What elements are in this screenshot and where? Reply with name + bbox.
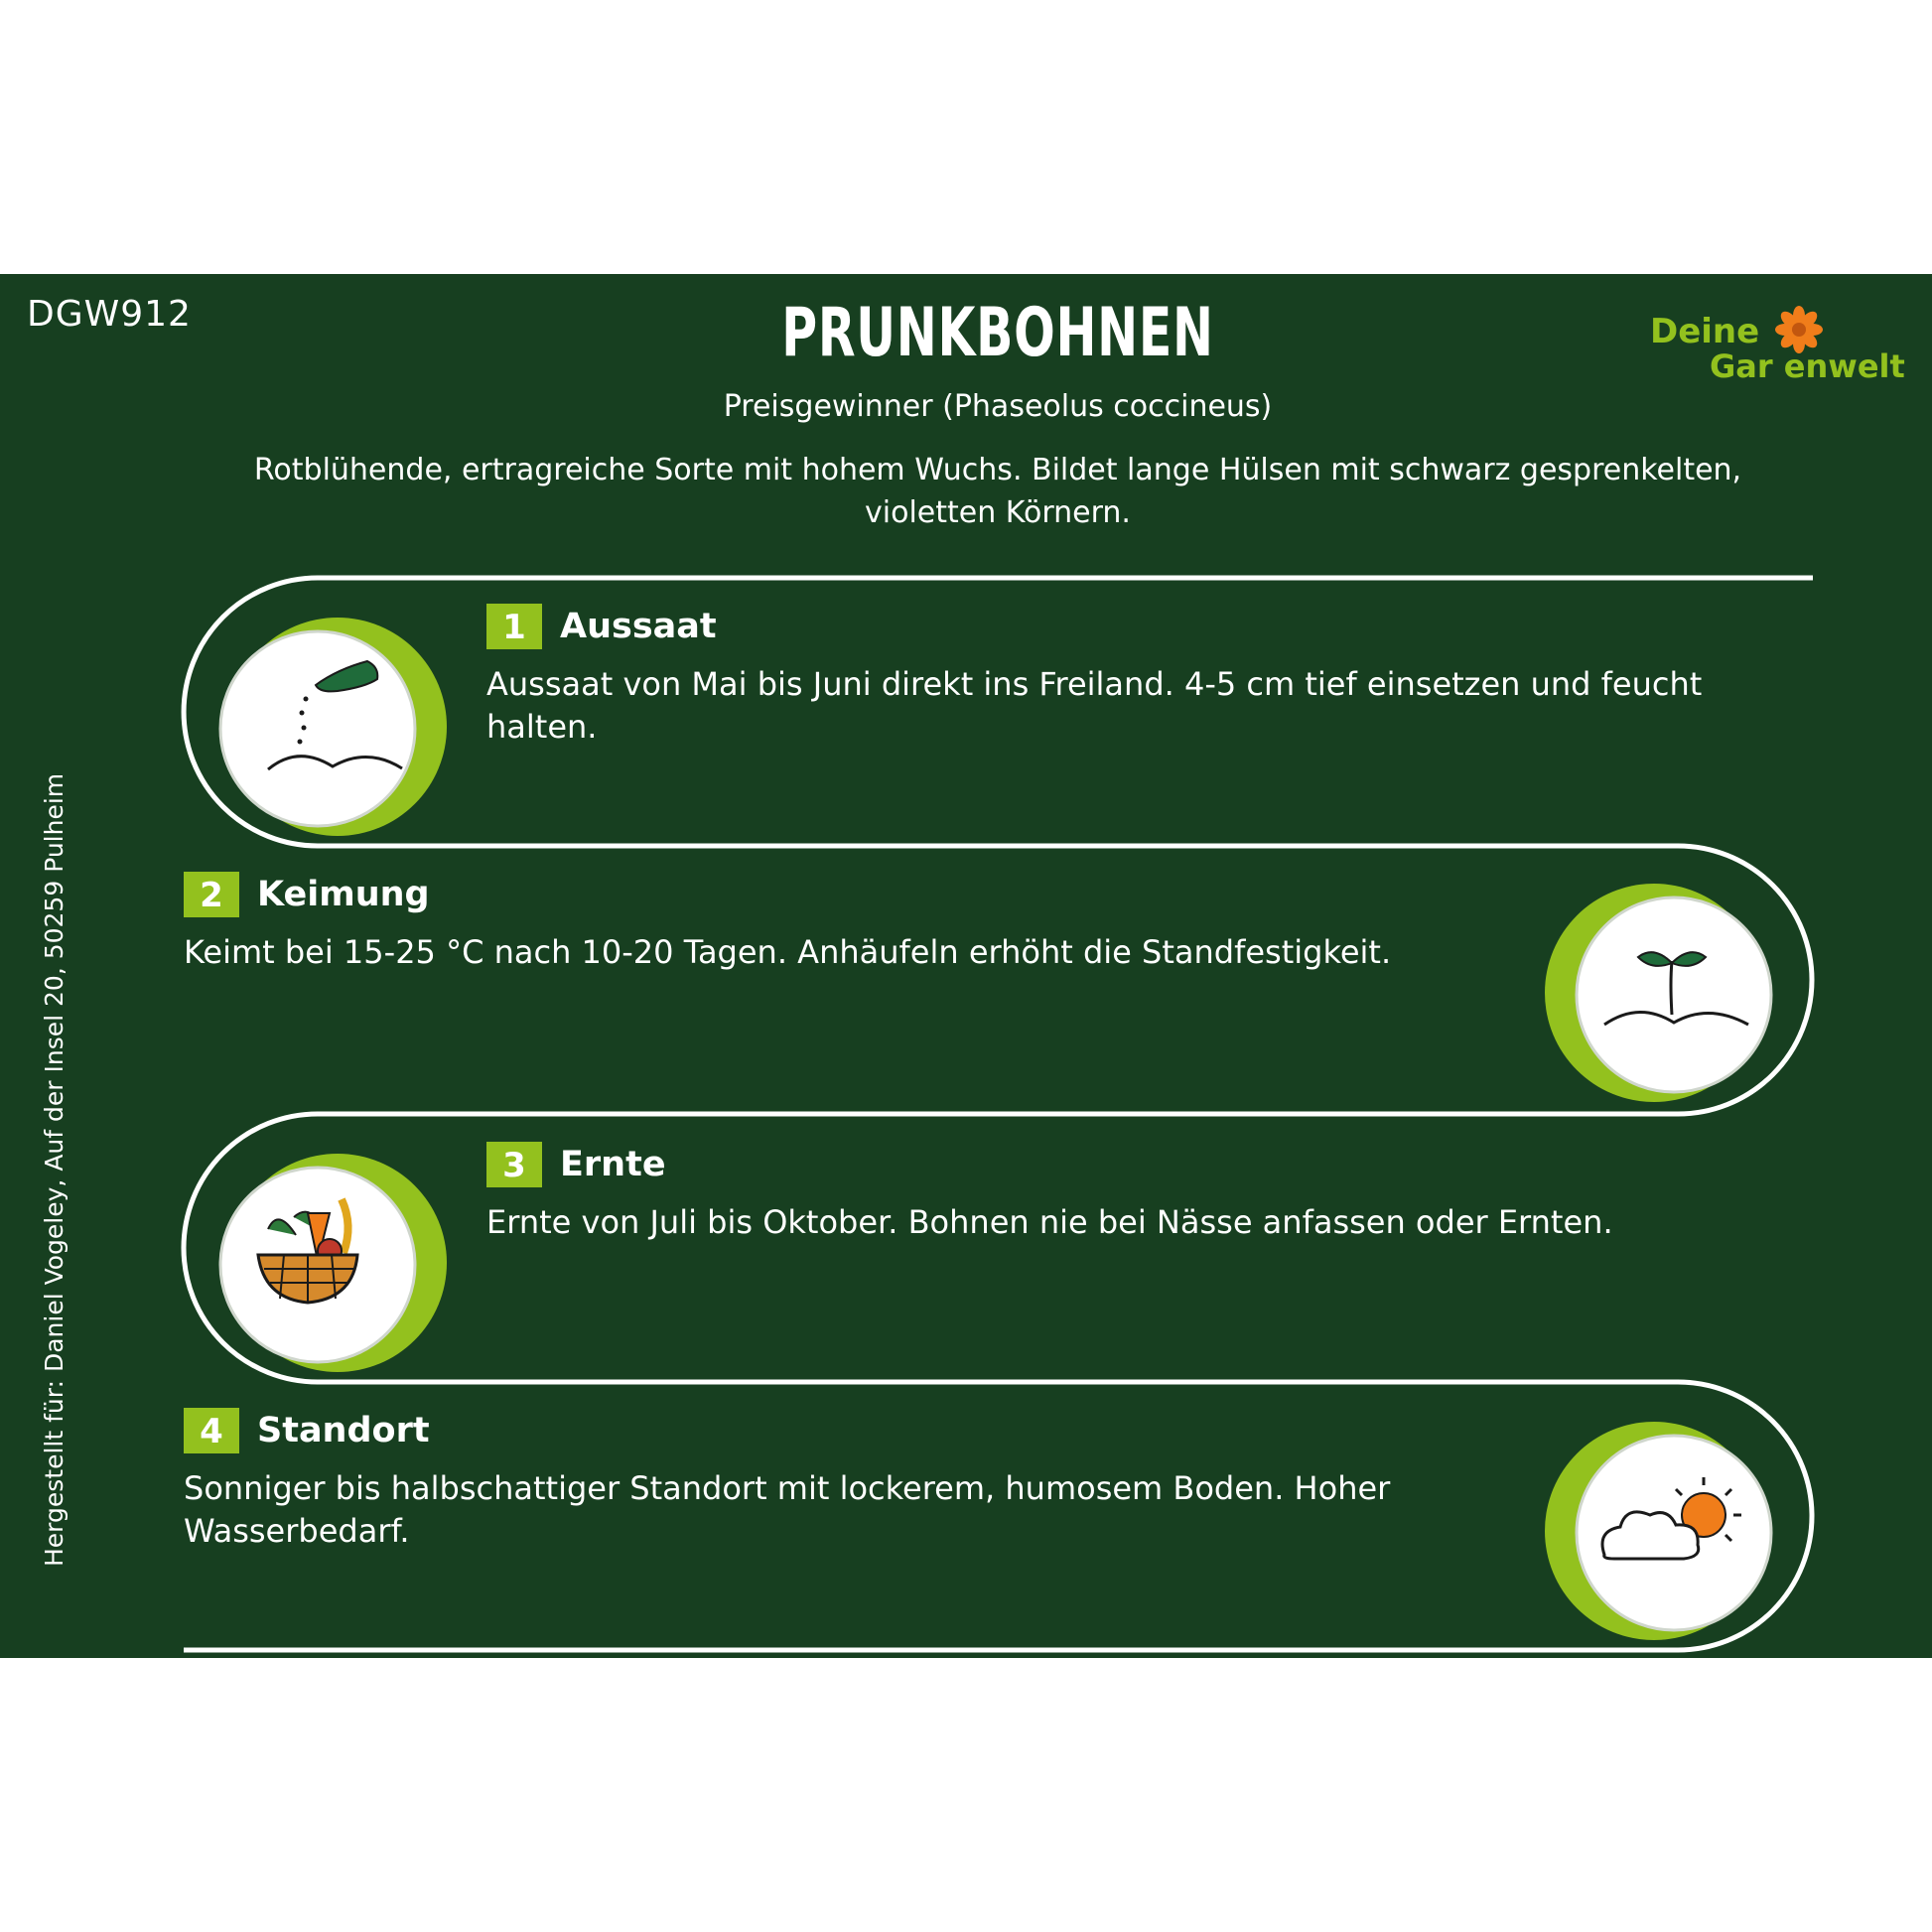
sun-cloud-icon (1545, 1412, 1783, 1650)
step-title: Standort (257, 1411, 430, 1450)
step-3 (486, 1142, 1807, 1244)
seed-packet-card (0, 274, 1932, 1658)
step-text: Keimt bei 15-25 °C nach 10-20 Tagen. Anhäufeln erhöht die Standfestigkeit. (184, 933, 1392, 971)
step-1 (486, 604, 1807, 749)
logo-line-1: Deine (1650, 312, 1760, 351)
step-title: Ernte (560, 1145, 666, 1184)
product-code: DGW912 (27, 294, 192, 335)
harvest-basket-icon (208, 1144, 447, 1382)
step-number: 1 (486, 604, 542, 649)
product-title: PRUNKBOHNEN (781, 294, 1214, 372)
product-description: Rotblühende, ertragreiche Sorte mit hohem Wuchs. Bildet lange Hülsen mit schwarz gesprenkelten, violetten Körnern. (253, 453, 1742, 530)
product-subtitle: Preisgewinner (Phaseolus coccineus) (723, 389, 1273, 424)
step-number: 3 (486, 1142, 542, 1187)
logo-line-2: Gar enwelt (1710, 347, 1905, 385)
step-number: 4 (184, 1408, 239, 1453)
step-4 (184, 1408, 1484, 1553)
maker-address: Hergestellt für: Daniel Vogeley, Auf der Insel 20, 50259 Pulheim (40, 772, 69, 1567)
step-title: Aussaat (560, 607, 717, 646)
step-text: Aussaat von Mai bis Juni direkt ins Freiland. 4-5 cm tief einsetzen und feucht halten. (486, 665, 1703, 746)
step-number: 2 (184, 872, 239, 917)
step-text: Sonniger bis halbschattiger Standort mit lockerem, humosem Boden. Hoher Wasserbedarf. (184, 1469, 1391, 1550)
sprout-icon (1545, 874, 1783, 1112)
sowing-hand-icon (208, 608, 447, 846)
step-2 (184, 872, 1504, 974)
step-title: Keimung (257, 875, 430, 914)
step-text: Ernte von Juli bis Oktober. Bohnen nie bei Nässe anfassen oder Ernten. (486, 1203, 1613, 1241)
